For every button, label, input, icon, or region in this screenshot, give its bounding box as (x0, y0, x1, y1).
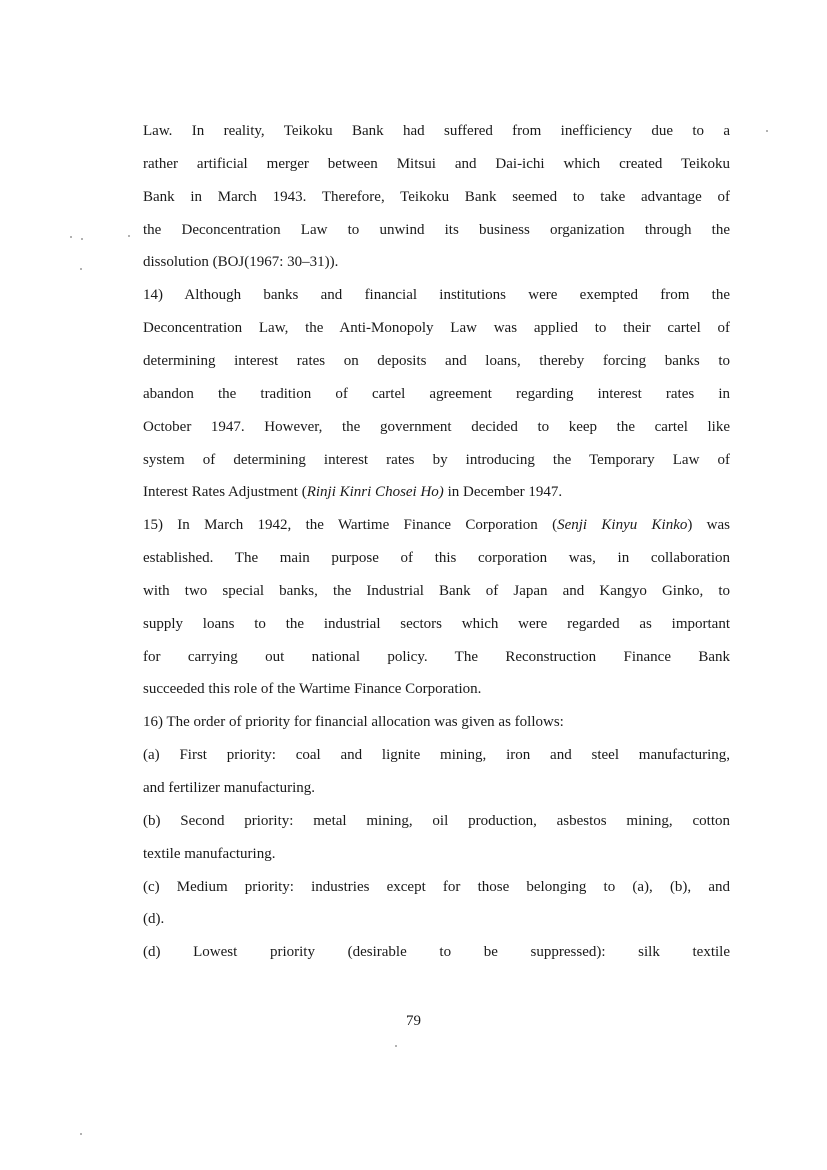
scan-speck (70, 236, 72, 238)
text-line (143, 614, 730, 634)
text-run: determining interest rates on deposits and loans, thereby forcing banks to (143, 352, 730, 369)
text-run: October 1947. However, the government decided to keep the cartel like (143, 418, 730, 435)
text-run: (d). (143, 911, 165, 928)
text-run: Law. In reality, Teikoku Bank had suffered from inefficiency due to a (143, 123, 730, 139)
text-line (143, 679, 730, 699)
text-line (143, 877, 730, 897)
text-line (143, 154, 730, 174)
text-run: dissolution (BOJ(1967: 30–31)). (143, 254, 339, 271)
text-line (143, 318, 730, 338)
scan-speck (128, 235, 130, 237)
text-run: with two special banks, the Industrial Bank of Japan and Kangyo Ginko, to (143, 582, 730, 599)
text-run: supply loans to the industrial sectors which were regarded as important (143, 615, 730, 632)
text-run: Bank in March 1943. Therefore, Teikoku Bank seemed to take advantage of (143, 188, 730, 205)
text-line (143, 745, 730, 765)
text-line (143, 187, 730, 207)
text-run: ) was (687, 517, 731, 534)
text-line (143, 942, 730, 962)
text-run: (c) Medium priority: industries except for those belonging to (a), (b), and (143, 878, 730, 895)
text-line (143, 811, 730, 831)
text-run: abandon the tradition of cartel agreement regarding interest rates in (143, 385, 730, 402)
text-run: 15) In March 1942, the Wartime Finance Corporation ( (143, 517, 558, 534)
text-line (143, 778, 730, 798)
text-run: (a) First priority: coal and lignite mining, iron and steel manufacturing, (143, 747, 730, 764)
text-run: established. The main purpose of this corporation was, in collaboration (143, 550, 730, 567)
text-line (143, 285, 730, 305)
text-run: Interest Rates Adjustment ( (143, 484, 307, 501)
text-run: for carrying out national policy. The Reconstruction Finance Bank (143, 648, 730, 665)
text-run: system of determining interest rates by introducing the Temporary Law of (143, 451, 730, 468)
text-line (143, 351, 730, 371)
scan-speck (80, 1133, 82, 1135)
text-line (143, 450, 730, 470)
text-line (143, 581, 730, 601)
scan-speck (766, 130, 768, 132)
text-line (143, 384, 730, 404)
text-run: and fertilizer manufacturing. (143, 780, 316, 796)
scan-speck (80, 268, 82, 270)
text-line (143, 482, 730, 502)
text-line (143, 220, 730, 240)
text-line (143, 909, 730, 929)
text-run: the Deconcentration Law to unwind its business organization through the (143, 221, 730, 238)
text-run: (d) Lowest priority (desirable to be suppressed): silk textile (143, 944, 730, 961)
text-run: 14) Although banks and financial institutions were exempted from the (143, 287, 730, 304)
text-line (143, 712, 730, 732)
italic-term: Rinji Kinri Chosei Ho) (306, 484, 444, 501)
text-run: (b) Second priority: metal mining, oil production, asbestos mining, cotton (143, 812, 730, 829)
scan-speck (395, 1045, 397, 1047)
text-run: textile manufacturing. (143, 845, 276, 862)
text-run: 16) The order of priority for financial allocation was given as follows: (143, 714, 564, 731)
text-line (143, 647, 730, 667)
text-run: rather artificial merger between Mitsui and Dai-ichi which created Teikoku (143, 155, 730, 172)
text-line (143, 121, 730, 141)
scan-speck (81, 238, 83, 240)
text-line (143, 417, 730, 437)
text-run: Deconcentration Law, the Anti-Monopoly Law was applied to their cartel of (143, 320, 730, 337)
text-run: succeeded this role of the Wartime Finance Corporation. (143, 681, 482, 698)
page-number: 79 (406, 1013, 421, 1029)
text-line (143, 515, 730, 535)
text-run: in December 1947. (443, 484, 563, 501)
text-line (143, 844, 730, 864)
italic-term: Senji Kinyu Kinko (557, 517, 688, 534)
text-line (143, 252, 730, 272)
text-line (143, 548, 730, 568)
